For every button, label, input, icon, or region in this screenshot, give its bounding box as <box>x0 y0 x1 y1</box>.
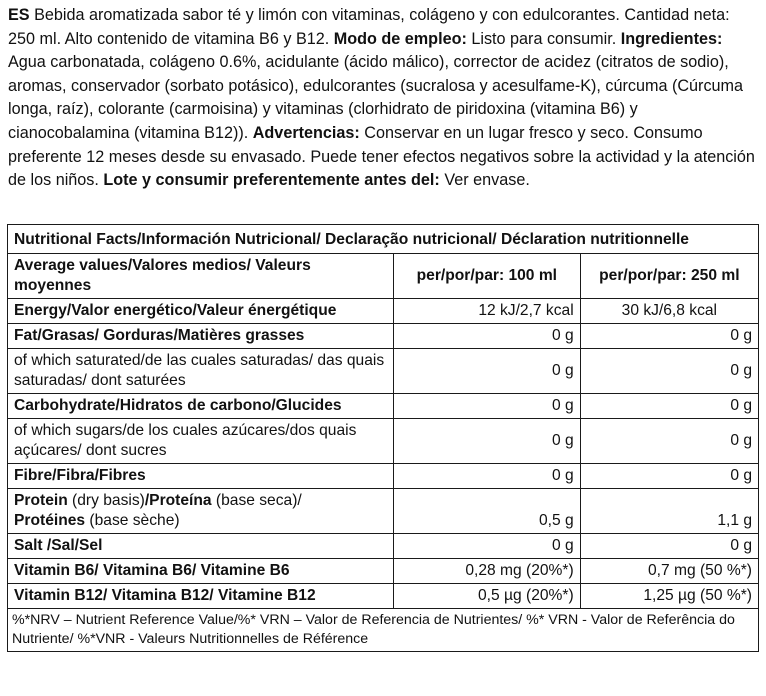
protein-en: Protein <box>14 492 68 509</box>
lot-label: Lote y consumir preferentemente antes del: <box>103 171 440 190</box>
value-100ml: 0,5 g <box>393 489 580 534</box>
protein-fr-note: (base sèche) <box>85 512 180 529</box>
value-100ml: 0 g <box>393 419 580 464</box>
value-100ml: 0 g <box>393 534 580 559</box>
value-100ml: 0 g <box>393 394 580 419</box>
value-100ml: 0,5 µg (20%*) <box>393 584 580 609</box>
protein-en-note: (dry basis) <box>67 492 145 509</box>
value-250ml: 0 g <box>580 324 758 349</box>
usage-text: Listo para consumir. <box>466 29 621 48</box>
table-row-saturated <box>8 349 759 394</box>
table-header-row <box>8 254 759 299</box>
table-title: Nutritional Facts/Información Nutricional/ Declaração nutricional/ Déclaration nutritionnelle <box>8 225 759 254</box>
row-label: Vitamin B6/ Vitamina B6/ Vitamine B6 <box>8 559 394 584</box>
ingredients-text: Agua carbonatada, colágeno 0.6%, acidulante (ácido málico), corrector de acidez (citratos de sodio), aromas, conservador (sorbato potásico), edulcorantes (sucralosa y acesulfame-K), cúrcuma (Cúrcuma longa, raíz), colorante (carmoisina) y vitaminas (clorhidrato de piridoxina (vitamina B6) y cianocobalamina (vitamina B12)). <box>8 53 744 142</box>
table-title-row <box>8 225 759 254</box>
header-per-100ml: per/por/par: 100 ml <box>393 254 580 299</box>
value-250ml: 1,25 µg (50 %*) <box>580 584 758 609</box>
value-250ml: 0 g <box>580 534 758 559</box>
row-label: of which sugars/de los cuales azúcares/dos quais açúcares/ dont sucres <box>8 419 394 464</box>
warnings-text: Conservar en un lugar fresco y seco. Consumo preferente 12 meses desde su envasado. Puede tener efectos negativos sobre la actividad y la atención de los niños. <box>8 123 755 190</box>
table-row-carbohydrate <box>8 394 759 419</box>
value-250ml: 0,7 mg (50 %*) <box>580 559 758 584</box>
table-row-fat <box>8 324 759 349</box>
protein-fr: Protéines <box>14 512 86 529</box>
table-row-fibre <box>8 464 759 489</box>
nutrition-table <box>7 224 759 652</box>
row-label: Salt /Sal/Sel <box>8 534 394 559</box>
value-250ml: 0 g <box>580 419 758 464</box>
table-row-sugars <box>8 419 759 464</box>
warnings-label: Advertencias: <box>252 123 360 142</box>
protein-es: /Proteína <box>144 492 212 509</box>
nutrition-table-container <box>7 224 759 652</box>
usage-label: Modo de empleo: <box>333 29 467 48</box>
table-footnote-row <box>8 609 759 652</box>
value-100ml: 12 kJ/2,7 kcal <box>393 299 580 324</box>
value-250ml: 1,1 g <box>580 489 758 534</box>
value-100ml: 0 g <box>393 464 580 489</box>
language-code: ES <box>8 6 30 24</box>
row-label: Carbohydrate/Hidratos de carbono/Glucides <box>8 394 394 419</box>
row-label: Fat/Grasas/ Gorduras/Matières grasses <box>8 324 394 349</box>
row-label: Fibre/Fibra/Fibres <box>8 464 394 489</box>
row-label: Energy/Valor energético/Valeur énergétique <box>8 299 394 324</box>
table-row-protein <box>8 489 759 534</box>
table-row-energy <box>8 299 759 324</box>
value-100ml: 0,28 mg (20%*) <box>393 559 580 584</box>
table-row-vitamin-b6 <box>8 559 759 584</box>
header-label: Average values/Valores medios/ Valeurs moyennes <box>8 254 394 299</box>
value-100ml: 0 g <box>393 349 580 394</box>
value-250ml: 30 kJ/6,8 kcal <box>580 299 758 324</box>
value-250ml: 0 g <box>580 394 758 419</box>
value-100ml: 0 g <box>393 324 580 349</box>
label-text-block <box>8 4 760 193</box>
table-row-salt <box>8 534 759 559</box>
protein-es-note: (base seca)/ <box>211 492 302 509</box>
row-label: of which saturated/de las cuales saturadas/ das quais saturadas/ dont saturées <box>8 349 394 394</box>
row-label: Vitamin B12/ Vitamina B12/ Vitamine B12 <box>8 584 394 609</box>
table-row-vitamin-b12 <box>8 584 759 609</box>
product-description: Bebida aromatizada sabor té y limón con vitaminas, colágeno y con edulcorantes. Cantidad neta: 250 ml. Alto contenido de vitamina B6 y B12. <box>8 6 730 48</box>
header-per-250ml: per/por/par: 250 ml <box>580 254 758 299</box>
row-label <box>8 489 394 534</box>
value-250ml: 0 g <box>580 464 758 489</box>
value-250ml: 0 g <box>580 349 758 394</box>
ingredients-label: Ingredientes: <box>620 29 723 48</box>
table-footnote: %*NRV – Nutrient Reference Value/%* VRN – Valor de Referencia de Nutrientes/ %* VRN - Valor de Referência do Nutriente/ %*VNR - Valeurs Nutritionnelles de Référence <box>8 609 759 652</box>
lot-text: Ver envase. <box>439 171 530 190</box>
